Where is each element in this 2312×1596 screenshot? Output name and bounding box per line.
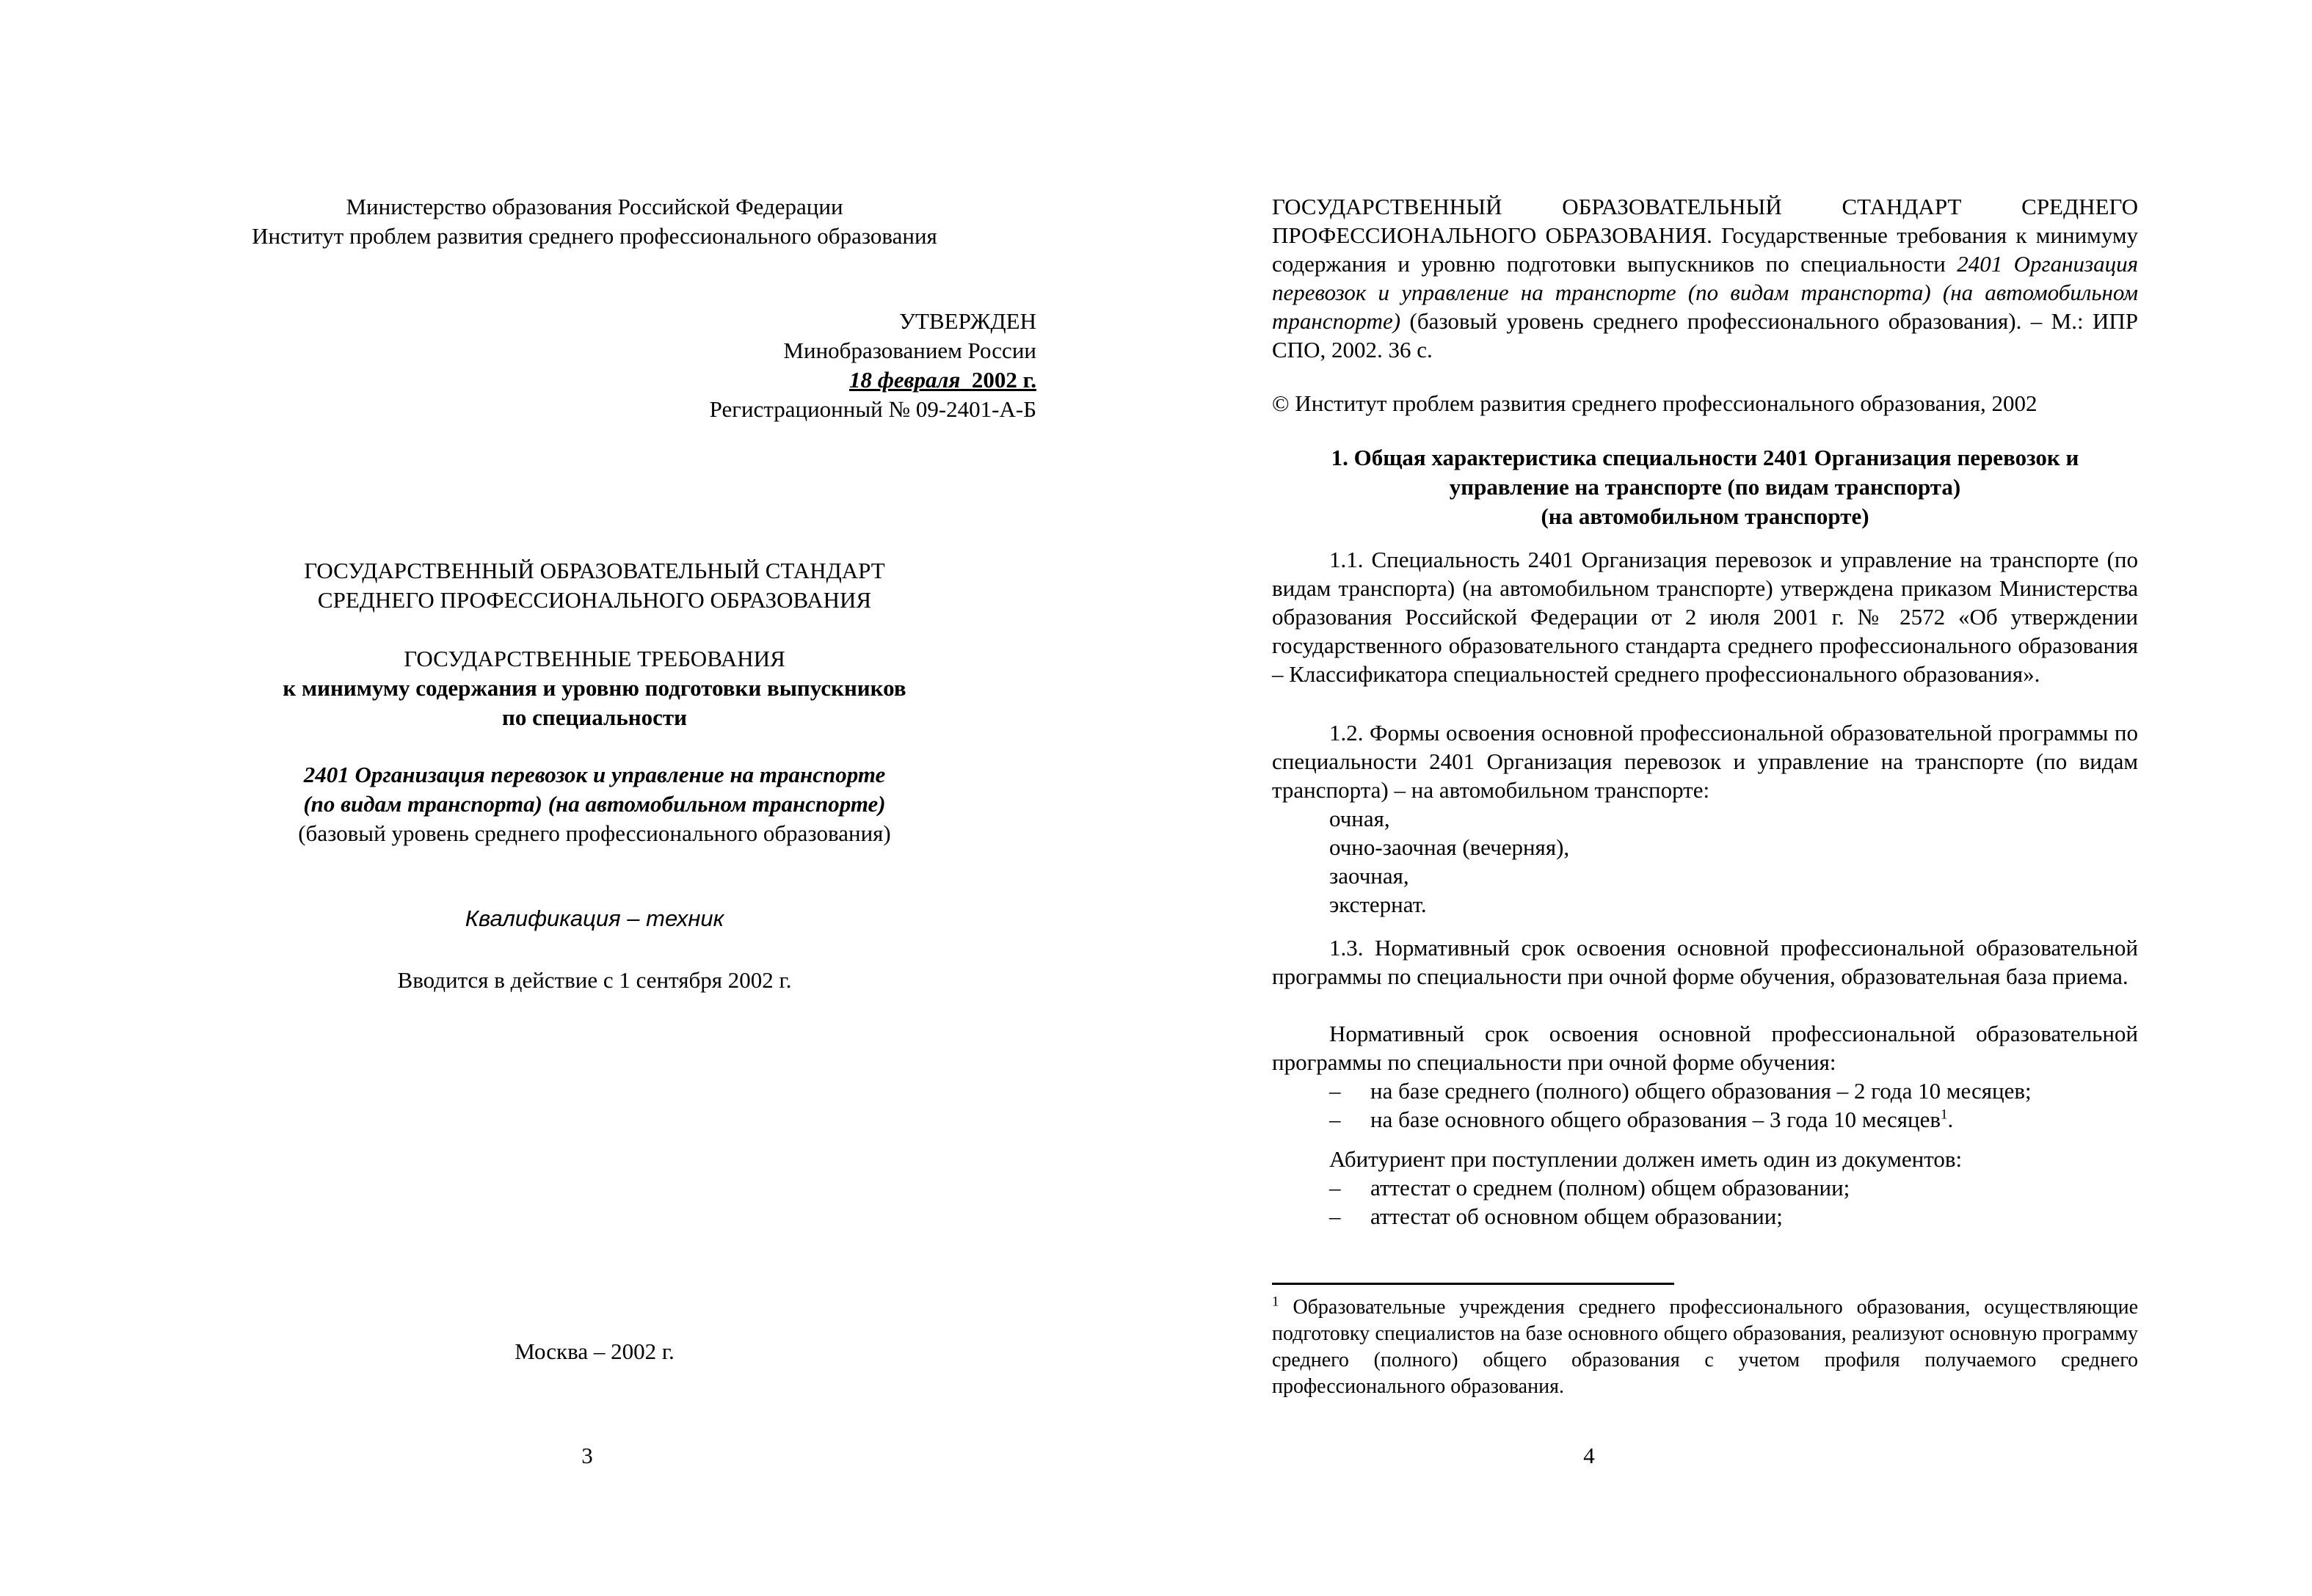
standard-title-line2: СРЕДНЕГО ПРОФЕССИОНАЛЬНОГО ОБРАЗОВАНИЯ <box>317 587 872 613</box>
footnote-text: Образовательные учреждения среднего профессионального образования, осуществляющие подготовку специалистов на базе основного общего образования, реализуют основную программу среднего (полного) общего образования с учетом профиля получаемого среднего профессионального образования. <box>1272 1296 2139 1398</box>
approved-by: Минобразованием России <box>783 338 1036 363</box>
institute-name: Институт проблем развития среднего профессионального образования <box>252 223 937 249</box>
approval-date <box>514 365 1036 395</box>
term-item <box>1329 1105 2137 1134</box>
approved-label: УТВЕРЖДЕН <box>899 308 1036 334</box>
registration-number: Регистрационный № 09-2401-А-Б <box>709 396 1036 422</box>
paragraph-norm-term: Нормативный срок освоения основной профессиональной образовательной программы по специальности при очной форме обучения: <box>1272 1021 2138 1075</box>
footnote-separator <box>1272 1283 1674 1285</box>
footnote <box>1272 1294 2138 1400</box>
document-item <box>1329 1173 2137 1202</box>
study-form-item: экстернат. <box>1329 892 1427 917</box>
paragraph-1-3: 1.3. Нормативный срок освоения основной профессиональной образовательной программы по специальности при очной форме обучения, образовательная база приема. <box>1272 935 2138 989</box>
paragraph-1-2: 1.2. Формы освоения основной профессиональной образовательной программы по специальности 2401 Организация перевозок и управление на транспорте (по видам транспорта) – на автомобильном транспорте: <box>1272 720 2138 803</box>
requirements-line2: к минимуму содержания и уровню подготовки выпускников <box>283 675 906 701</box>
document-item <box>1329 1202 2137 1231</box>
section-heading-line2: управление на транспорте (по видам транспорта) <box>1449 474 1961 500</box>
term-text: на базе основного общего образования – 3 года 10 месяцев <box>1370 1107 1941 1132</box>
section-heading <box>1272 443 2138 531</box>
approval-date-year: 2002 г. <box>971 367 1036 393</box>
specialty-line1: 2401 Организация перевозок и управление на транспорте <box>303 762 886 787</box>
footnote-reference[interactable]: 1 <box>1941 1107 1948 1123</box>
term-end: . <box>1947 1107 1954 1132</box>
citation <box>1272 192 2138 364</box>
term-item <box>1329 1076 2137 1105</box>
qualification: Квалификация – техник <box>465 906 724 931</box>
citation-publisher: (базовый уровень среднего профессионального образования). – М.: ИПР СПО, 2002. 36 с. <box>1272 308 2138 362</box>
study-form-item: очная, <box>1329 806 1390 831</box>
section-heading-line3: (на автомобильном транспорте) <box>1541 503 1869 529</box>
citation-text: ГОСУДАРСТВЕННЫЙ ОБРАЗОВАТЕЛЬНЫЙ СТАНДАРТ СРЕДНЕГО ПРОФЕССИОНАЛЬНОГО ОБРАЗОВАНИЯ. Государственные требования к минимуму содержания и уровню подготовки выпускников по специальности <box>1272 194 2138 277</box>
document-text: аттестат об основном общем образовании; <box>1370 1203 1783 1229</box>
citation-specialty: 2401 Организация перевозок и управление на транспорте (по видам транспорта) (на автомобильном транспорте) <box>1272 251 2138 334</box>
term-text: на базе среднего (полного) общего образования – 2 года 10 месяцев; <box>1370 1078 2032 1104</box>
dash-bullet: – <box>1329 1107 1341 1132</box>
standard-title-line1: ГОСУДАРСТВЕННЫЙ ОБРАЗОВАТЕЛЬНЫЙ СТАНДАРТ <box>304 558 885 583</box>
city-year: Москва – 2002 г. <box>515 1338 675 1364</box>
paragraph-1-1: 1.1. Специальность 2401 Организация перевозок и управление на транспорте (по видам транспорта) (на автомобильном транспорте) утверждена приказом Министерства образования Российской Федерации от 2 июля 2001 г. № 2572 «Об утверждении государственного образовательного стандарта среднего профессионального образования – Классификатора специальностей среднего профессионального образования». <box>1272 547 2138 687</box>
page-number-left: 3 <box>581 1443 593 1468</box>
study-form-item: очно-заочная (вечерняя), <box>1329 834 1570 860</box>
study-form-item: заочная, <box>1329 863 1409 889</box>
ministry-name: Министерство образования Российской Федерации <box>346 194 843 219</box>
approval-date-day: 18 февраля <box>848 367 961 393</box>
specialty-level: (базовый уровень среднего профессионального образования) <box>298 820 891 846</box>
right-page <box>1156 0 2312 1596</box>
copyright: © Институт проблем развития среднего профессионального образования, 2002 <box>1272 390 2037 416</box>
dash-bullet: – <box>1329 1175 1341 1200</box>
effective-date: Вводится в действие с 1 сентября 2002 г. <box>397 967 792 993</box>
specialty-line2: (по видам транспорта) (на автомобильном транспорте) <box>303 791 886 817</box>
section-heading-line1: 1. Общая характеристика специальности 2401 Организация перевозок и <box>1331 445 2079 470</box>
approval-block <box>514 307 1036 424</box>
dash-bullet: – <box>1329 1203 1341 1229</box>
standard-title <box>0 556 1189 615</box>
document-text: аттестат о среднем (полном) общем образовании; <box>1370 1175 1850 1200</box>
specialty-title <box>0 760 1189 848</box>
requirements-title <box>0 644 1189 732</box>
requirements-line3: по специальности <box>502 704 687 730</box>
applicant-intro: Абитуриент при поступлении должен иметь один из документов: <box>1329 1146 1963 1172</box>
requirements-line1: ГОСУДАРСТВЕННЫЕ ТРЕБОВАНИЯ <box>404 646 785 671</box>
ministry-header <box>0 192 1189 251</box>
dash-bullet: – <box>1329 1078 1341 1104</box>
study-forms-list <box>1329 804 1569 919</box>
footnote-number: 1 <box>1272 1294 1279 1310</box>
term-text-with-footnote <box>1370 1105 1953 1134</box>
page-number-right: 4 <box>1583 1443 1595 1468</box>
